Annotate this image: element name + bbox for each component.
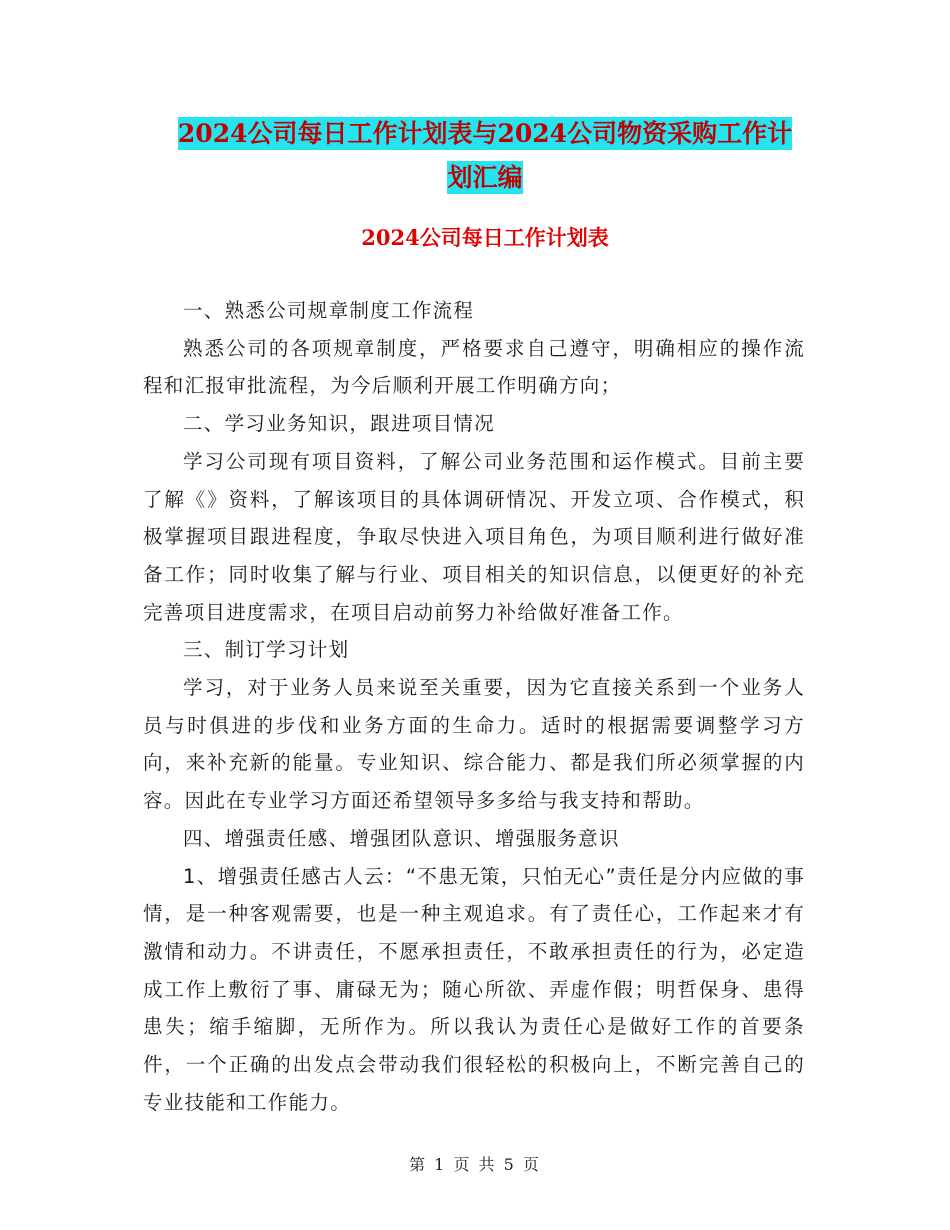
title-line-1: 2024公司每日工作计划表与2024公司物资采购工作计	[177, 119, 793, 148]
paragraph-1: 熟悉公司的各项规章制度，严格要求自己遵守，明确相应的操作流程和汇报审批流程，为今后顺利开展工作明确方向；	[143, 336, 805, 398]
document-title	[140, 112, 830, 200]
page-number-footer: 第 1 页 共 5 页	[409, 1155, 541, 1174]
paragraph-3: 学习，对于业务人员来说至关重要，因为它直接关系到一个业务人员与时俱进的步伐和业务方面的生命力。适时的根据需要调整学习方向，来补充新的能量。专业知识、综合能力、都是我们所必须掌握的内容。因此在专业学习方面还希望领导多多给与我支持和帮助。	[143, 676, 805, 813]
heading-4: 四、增强责任感、增强团队意识、增强服务意识	[182, 826, 620, 850]
heading-1: 一、熟悉公司规章制度工作流程	[182, 299, 475, 322]
document-body	[143, 292, 805, 1121]
heading-3: 三、制订学习计划	[182, 638, 350, 662]
paragraph-4: 1、增强责任感古人云：“不患无策，只怕无心”责任是分内应做的事情，是一种客观需要，也是一种主观追求。有了责任心，工作起来才有激情和动力。不讲责任，不愿承担责任，不敢承担责任的行为，必定造成工作上敷衍了事、庸碌无为；随心所欲、弄虚作假；明哲保身、患得患失；缩手缩脚，无所作为。所以我认为责任心是做好工作的首要条件，一个正确的出发点会带动我们很轻松的积极向上，不断完善自己的专业技能和工作能力。	[143, 864, 805, 1114]
paragraph-2: 学习公司现有项目资料，了解公司业务范围和运作模式。目前主要了解《》资料，了解该项目的具体调研情况、开发立项、合作模式，积极掌握项目跟进程度，争取尽快进入项目角色，为项目顺利进行做好准备工作；同时收集了解与行业、项目相关的知识信息，以便更好的补充完善项目进度需求，在项目启动前努力补给做好准备工作。	[143, 449, 805, 624]
section-title: 2024公司每日工作计划表	[361, 225, 609, 250]
title-line-2: 划汇编	[447, 163, 523, 192]
heading-2: 二、学习业务知识，跟进项目情况	[182, 412, 495, 436]
